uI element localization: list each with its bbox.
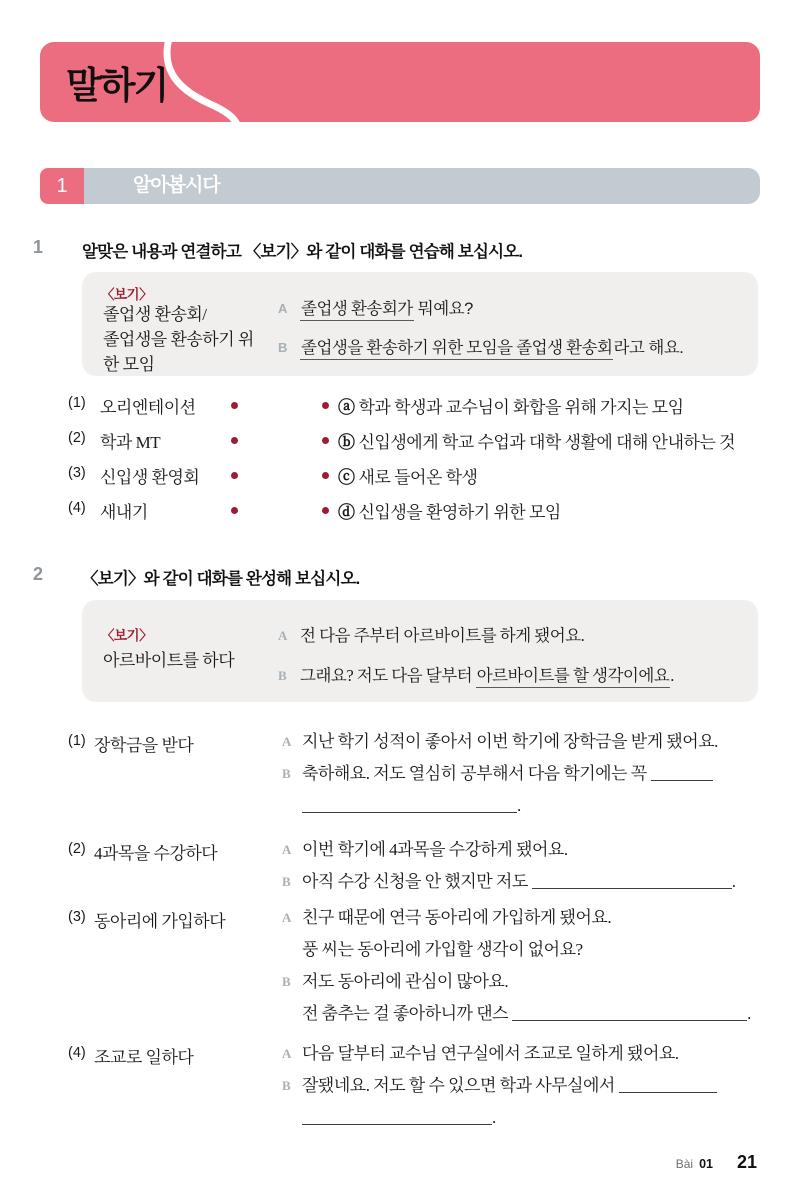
item-number: (1): [68, 395, 86, 411]
example-b-prefix: 그래요? 저도 다음 달부터: [300, 666, 476, 685]
item-number: (3): [68, 909, 86, 925]
page-number: 21: [736, 1152, 757, 1172]
speaker-b-label: B: [278, 668, 287, 683]
dialogue-line-continuation: 풍 씨는 동아리에 가입할 생각이 없어요?: [302, 940, 583, 959]
speaker-a-label: A: [282, 842, 291, 857]
example-a-rest: 뭐예요?: [413, 300, 473, 318]
option-text: 신입생을 환영하기 위한 모임: [358, 503, 561, 522]
exercise1-instruction: 알맞은 내용과 연결하고 〈보기〉와 같이 대화를 연습해 보십시오.: [82, 243, 523, 261]
answer-blank: [512, 1007, 747, 1021]
item-term: 학과 MT: [100, 433, 161, 452]
exercise2-items: [0, 726, 800, 1134]
dialogue-item: [0, 834, 800, 898]
example-keyword: 아르바이트를 하다: [103, 651, 235, 670]
option-text: 신입생에게 학교 수업과 대학 생활에 대해 안내하는 것: [358, 433, 736, 452]
speaker-a-label: A: [278, 301, 287, 316]
connector-dot-right: [322, 507, 329, 514]
exercise2-number: 2: [33, 564, 44, 584]
example-b-suffix: .: [670, 666, 674, 685]
answer-blank: [651, 767, 713, 781]
answer-blank: [619, 1079, 717, 1093]
dialogue-line-a: A 친구 때문에 연극 동아리에 가입하게 됐어요.: [282, 902, 800, 934]
exercise2-example-box: [82, 600, 758, 702]
exercise1-number: 1: [33, 237, 44, 257]
option-text: 새로 들어온 학생: [358, 468, 478, 487]
answer-blank: [532, 875, 732, 889]
example-b-underlined: 아르바이트를 할 생각이에요: [476, 666, 671, 688]
speaker-b-label: B: [282, 766, 291, 781]
section-title: 알아봅시다: [133, 175, 220, 196]
matching-row: [0, 494, 800, 529]
item-number: (4): [68, 500, 86, 516]
dialogue-item: [0, 1038, 800, 1134]
section-number-badge: 1: [40, 168, 84, 204]
matching-row: [0, 459, 800, 494]
exercise1-example-box: [82, 272, 758, 376]
connector-dot-right: [322, 472, 329, 479]
item-option: [338, 463, 477, 488]
page-footer: [676, 1152, 757, 1173]
dialogue-line-a: A 이번 학기에 4과목을 수강하게 됐어요.: [282, 834, 800, 866]
dialogue-line-a: A 지난 학기 성적이 좋아서 이번 학기에 장학금을 받게 됐어요.: [282, 726, 800, 758]
exercise2-instruction: 〈보기〉와 같이 대화를 완성해 보십시오.: [82, 570, 360, 588]
item-number: (2): [68, 841, 86, 857]
example-b-rest: 라고 해요.: [613, 339, 684, 357]
answer-blank: [302, 1111, 492, 1125]
connector-dot-right: [322, 437, 329, 444]
example-dialogue-a: [278, 622, 584, 646]
matching-list: [0, 389, 800, 529]
lesson-number: 01: [699, 1157, 713, 1171]
dialogue-line-continuation: .: [282, 790, 800, 822]
dialogue-line-b: B 아직 수강 신청을 안 했지만 저도 .: [282, 866, 800, 898]
dialogue-line-continuation: 전 춤추는 걸 좋아하니까 댄스 .: [302, 1004, 751, 1023]
item-number: (4): [68, 1045, 86, 1061]
matching-row: [0, 389, 800, 424]
example-dialogue-b: [278, 334, 683, 358]
connector-dot-left: [231, 437, 238, 444]
dialogue-line-a: A 다음 달부터 교수님 연구실에서 조교로 일하게 됐어요.: [282, 1038, 800, 1070]
option-text: 학과 학생과 교수님이 화합을 위해 가지는 모임: [358, 398, 684, 417]
option-circled-letter: ⓐ: [338, 398, 355, 418]
chapter-banner: [40, 42, 760, 122]
connector-dot-right: [322, 402, 329, 409]
item-term: 오리엔테이션: [100, 398, 196, 417]
example-a-underlined: 졸업생 환송회가: [300, 299, 414, 321]
exercise1-header: [0, 237, 760, 261]
speaker-b-label: B: [282, 874, 291, 889]
speaker-a-label: A: [278, 628, 287, 643]
item-term: 신입생 환영회: [100, 468, 200, 487]
dialogue-line-b: B 저도 동아리에 관심이 많아요.: [282, 966, 800, 998]
connector-dot-left: [231, 472, 238, 479]
section-bar: [40, 168, 760, 204]
speaker-b-label: B: [282, 974, 291, 989]
option-circled-letter: ⓑ: [338, 433, 355, 453]
item-keyword: 장학금을 받다: [94, 736, 194, 755]
speaker-a-label: A: [282, 734, 291, 749]
matching-row: [0, 424, 800, 459]
speaker-a-label: A: [282, 910, 291, 925]
page-title: 말하기: [66, 65, 168, 106]
example-label: 〈보기〉: [101, 628, 153, 643]
dialogue-line-continuation: .: [282, 1102, 800, 1134]
item-option: [338, 428, 735, 453]
item-term: 새내기: [100, 503, 148, 522]
item-keyword: 동아리에 가입하다: [94, 912, 226, 931]
speaker-b-label: B: [282, 1078, 291, 1093]
dialogue-item: [0, 726, 800, 822]
dialogue-line-b: B 잘됐네요. 저도 할 수 있으면 학과 사무실에서: [282, 1070, 800, 1102]
example-a-text: 전 다음 주부터 아르바이트를 하게 됐어요.: [300, 626, 585, 645]
speaker-a-label: A: [282, 1046, 291, 1061]
item-number: (2): [68, 430, 86, 446]
example-dialogue-b: [278, 662, 674, 686]
example-label: 〈보기〉: [101, 287, 153, 302]
dialogue-item: [0, 902, 800, 1030]
item-option: [338, 393, 684, 418]
item-number: (1): [68, 733, 86, 749]
lesson-label: Bài: [675, 1157, 694, 1171]
example-dialogue-a: [278, 295, 473, 319]
item-option: [338, 498, 561, 523]
item-number: (3): [68, 465, 86, 481]
option-circled-letter: ⓓ: [338, 503, 355, 523]
connector-dot-left: [231, 507, 238, 514]
example-keyword: 졸업생 환송회/ 졸업생을 환송하기 위 한 모임: [103, 305, 254, 374]
dialogue-line-b: B 축하해요. 저도 열심히 공부해서 다음 학기에는 꼭: [282, 758, 800, 790]
option-circled-letter: ⓒ: [338, 468, 355, 488]
speaker-b-label: B: [278, 340, 287, 355]
exercise2-header: [0, 564, 760, 588]
answer-blank: [302, 799, 517, 813]
example-b-underlined: 졸업생을 환송하기 위한 모임을 졸업생 환송회: [300, 338, 613, 360]
item-keyword: 조교로 일하다: [94, 1048, 194, 1067]
connector-dot-left: [231, 402, 238, 409]
item-keyword: 4과목을 수강하다: [94, 844, 218, 863]
